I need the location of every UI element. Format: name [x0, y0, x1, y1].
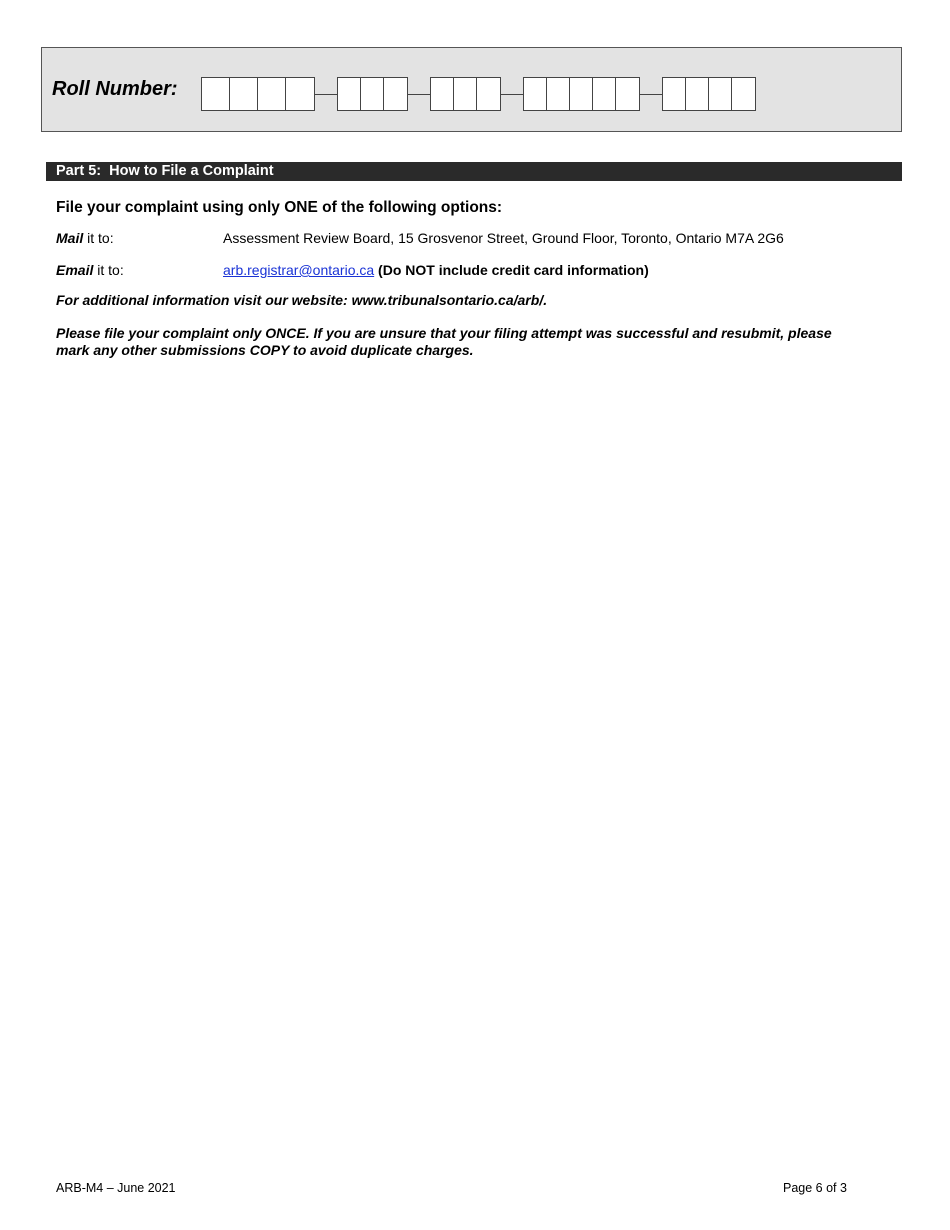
roll-number-group — [337, 77, 408, 111]
roll-number-digit-box[interactable] — [547, 78, 570, 110]
roll-number-digit-box[interactable] — [258, 78, 286, 110]
footer-form-id: ARB-M4 – June 2021 — [56, 1181, 176, 1195]
mail-label-bold: Mail — [56, 230, 84, 246]
roll-number-separator — [640, 94, 662, 95]
roll-number-digit-box[interactable] — [477, 78, 500, 110]
roll-number-digit-box[interactable] — [570, 78, 593, 110]
roll-number-digit-box[interactable] — [663, 78, 686, 110]
additional-info-note: For additional information visit our website: www.tribunalsontario.ca/arb/. — [56, 292, 548, 308]
roll-number-label: Roll Number: — [52, 78, 178, 100]
email-address-link[interactable]: arb.registrar@ontario.ca — [223, 262, 375, 278]
roll-number-digit-box[interactable] — [616, 78, 639, 110]
section-header-part-5: Part 5: How to File a Complaint — [46, 162, 902, 181]
footer-page-number: Page 6 of 3 — [783, 1181, 847, 1195]
email-row — [56, 262, 649, 279]
roll-number-digit-box[interactable] — [524, 78, 547, 110]
roll-number-digit-box[interactable] — [286, 78, 314, 110]
roll-number-digit-box[interactable] — [361, 78, 384, 110]
email-label-bold: Email — [56, 262, 94, 278]
roll-number-fields — [201, 77, 756, 111]
roll-number-separator — [501, 94, 523, 95]
roll-number-separator — [315, 94, 337, 95]
roll-number-digit-box[interactable] — [230, 78, 258, 110]
roll-number-group — [662, 77, 756, 111]
roll-number-group — [430, 77, 501, 111]
email-label-rest: it to: — [93, 262, 124, 278]
options-heading: File your complaint using only ONE of the following options: — [56, 199, 503, 216]
roll-number-group — [201, 77, 315, 111]
roll-number-group — [523, 77, 640, 111]
mail-row — [56, 230, 784, 247]
roll-number-section — [41, 47, 902, 132]
roll-number-digit-box[interactable] — [338, 78, 361, 110]
file-once-note: Please file your complaint only ONCE. If you are unsure that your filing attempt was successful and resubmit, please mark any other submissions COPY to avoid duplicate charges. — [56, 325, 832, 358]
email-value — [223, 262, 649, 279]
roll-number-digit-box[interactable] — [431, 78, 454, 110]
mail-label — [56, 230, 114, 246]
roll-number-digit-box[interactable] — [384, 78, 407, 110]
email-label — [56, 262, 124, 278]
email-credit-card-note: (Do NOT include credit card information) — [374, 262, 649, 278]
roll-number-separator — [408, 94, 430, 95]
roll-number-digit-box[interactable] — [202, 78, 230, 110]
roll-number-digit-box[interactable] — [732, 78, 755, 110]
mail-label-rest: it to: — [83, 230, 114, 246]
roll-number-digit-box[interactable] — [709, 78, 732, 110]
roll-number-digit-box[interactable] — [454, 78, 477, 110]
roll-number-digit-box[interactable] — [593, 78, 616, 110]
roll-number-digit-box[interactable] — [686, 78, 709, 110]
mail-address: Assessment Review Board, 15 Grosvenor Street, Ground Floor, Toronto, Ontario M7A 2G6 — [223, 230, 784, 246]
